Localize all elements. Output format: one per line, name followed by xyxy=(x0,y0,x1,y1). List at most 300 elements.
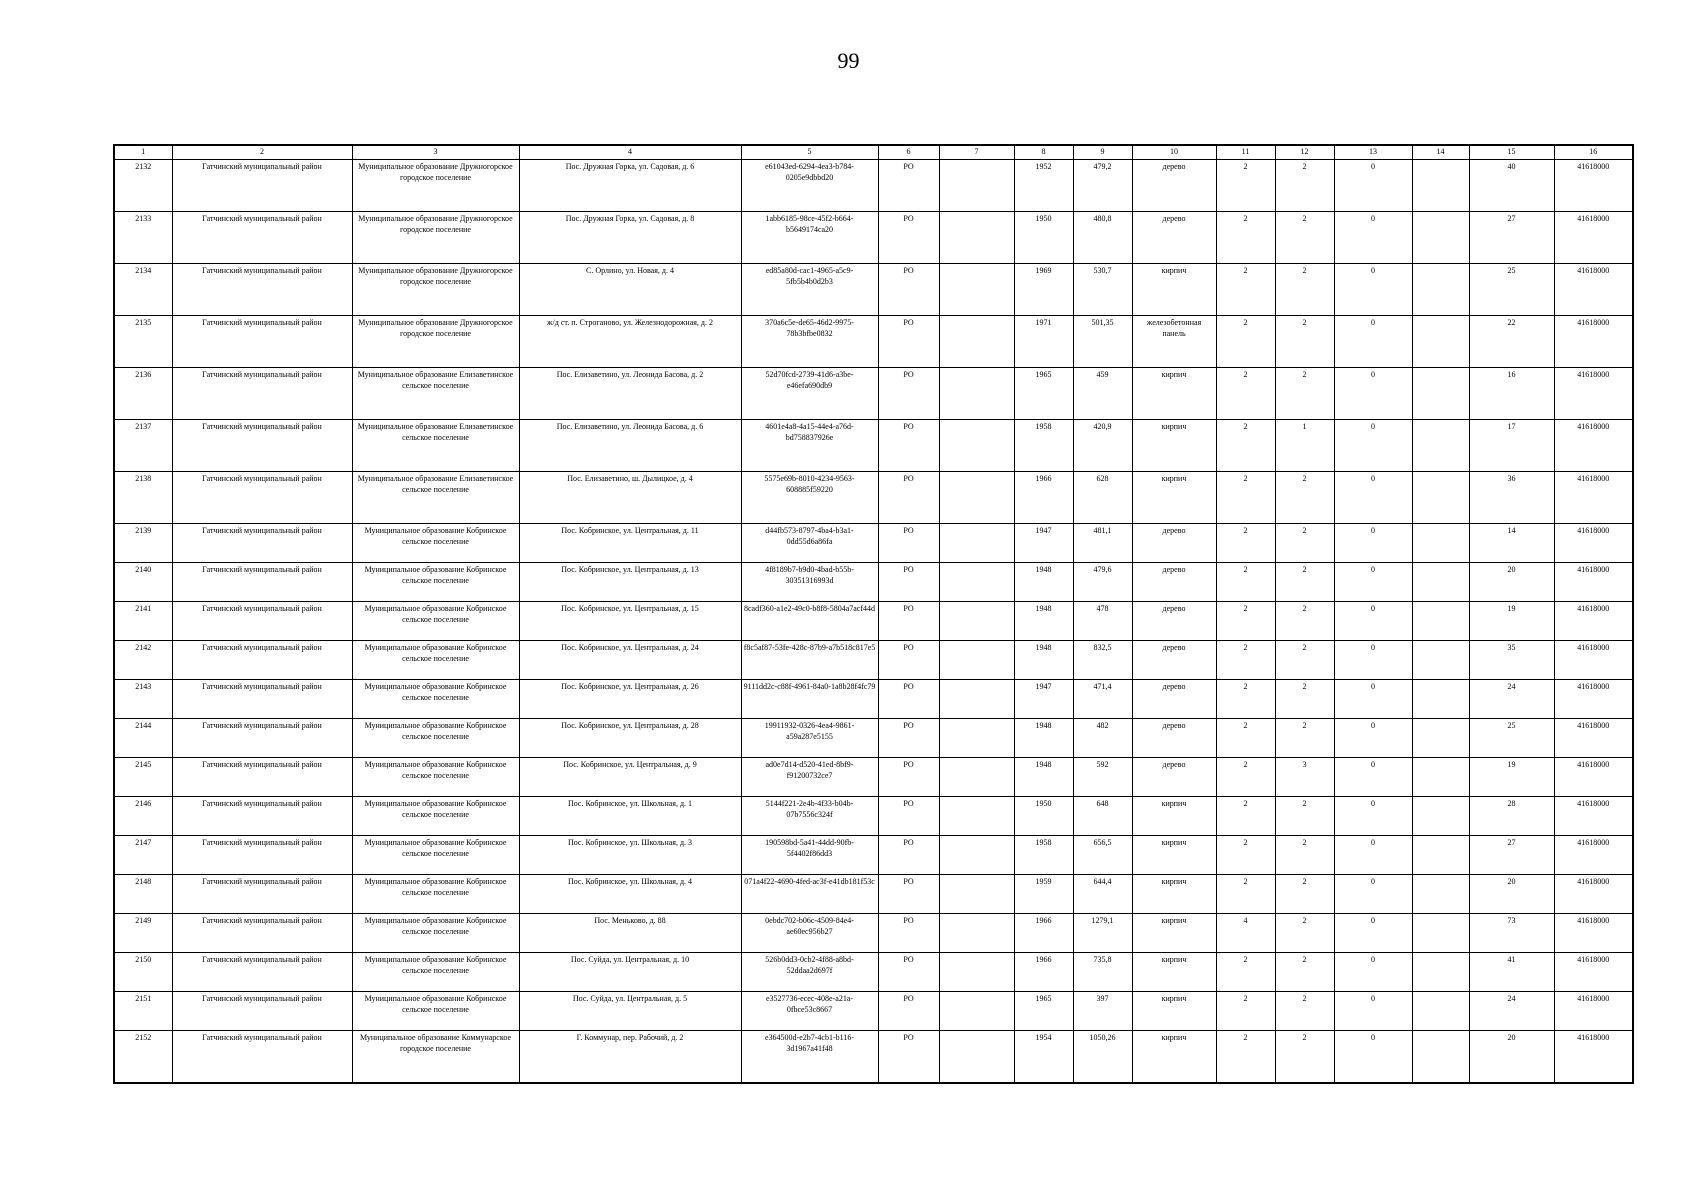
cell-entrances: 2 xyxy=(1275,264,1334,316)
cell-form-code: РО xyxy=(878,264,939,316)
cell-year-built: 1959 xyxy=(1014,875,1073,914)
cell-row-number: 2144 xyxy=(114,719,172,758)
cell-municipality: Муниципальное образование Кобринское сельское поселение xyxy=(352,992,519,1031)
cell-row-number: 2135 xyxy=(114,316,172,368)
cell-col-7 xyxy=(939,316,1014,368)
cell-col-13: 0 xyxy=(1334,953,1412,992)
cell-residents: 24 xyxy=(1469,992,1554,1031)
cell-year-built: 1966 xyxy=(1014,914,1073,953)
cell-col-13: 0 xyxy=(1334,680,1412,719)
cell-col-14 xyxy=(1412,719,1469,758)
cell-fias-guid: 9111dd2c-c88f-4961-84a0-1a8b28f4fc79 xyxy=(741,680,878,719)
cell-col-14 xyxy=(1412,472,1469,524)
cell-col-13: 0 xyxy=(1334,524,1412,563)
cell-residents: 14 xyxy=(1469,524,1554,563)
cell-wall-material: кирпич xyxy=(1132,368,1216,420)
cell-entrances: 2 xyxy=(1275,719,1334,758)
cell-wall-material: кирпич xyxy=(1132,420,1216,472)
cell-district: Гатчинский муниципальный район xyxy=(172,160,352,212)
cell-year-built: 1966 xyxy=(1014,953,1073,992)
cell-floors: 2 xyxy=(1216,953,1275,992)
cell-row-number: 2138 xyxy=(114,472,172,524)
cell-oktmo: 41618000 xyxy=(1554,602,1633,641)
cell-row-number: 2133 xyxy=(114,212,172,264)
column-header-6: 6 xyxy=(878,145,939,160)
cell-form-code: РО xyxy=(878,524,939,563)
cell-col-13: 0 xyxy=(1334,602,1412,641)
cell-fias-guid: 4f8189b7-b9d0-4bad-b55b-30351316993d xyxy=(741,563,878,602)
cell-oktmo: 41618000 xyxy=(1554,680,1633,719)
cell-district: Гатчинский муниципальный район xyxy=(172,264,352,316)
cell-wall-material: кирпич xyxy=(1132,472,1216,524)
cell-district: Гатчинский муниципальный район xyxy=(172,992,352,1031)
cell-entrances: 2 xyxy=(1275,914,1334,953)
cell-municipality: Муниципальное образование Дружногорское городское поселение xyxy=(352,264,519,316)
cell-col-14 xyxy=(1412,212,1469,264)
cell-fias-guid: 5575e69b-8010-4234-9563-608885f59220 xyxy=(741,472,878,524)
cell-area: 628 xyxy=(1073,472,1132,524)
cell-row-number: 2139 xyxy=(114,524,172,563)
cell-year-built: 1965 xyxy=(1014,992,1073,1031)
cell-residents: 27 xyxy=(1469,836,1554,875)
cell-address: Пос. Кобринское, ул. Центральная, д. 11 xyxy=(519,524,741,563)
cell-entrances: 2 xyxy=(1275,524,1334,563)
cell-col-14 xyxy=(1412,524,1469,563)
cell-col-13: 0 xyxy=(1334,472,1412,524)
cell-col-13: 0 xyxy=(1334,836,1412,875)
cell-area: 481,1 xyxy=(1073,524,1132,563)
cell-col-7 xyxy=(939,472,1014,524)
cell-col-7 xyxy=(939,836,1014,875)
cell-wall-material: железобетонная панель xyxy=(1132,316,1216,368)
cell-row-number: 2150 xyxy=(114,953,172,992)
cell-residents: 19 xyxy=(1469,758,1554,797)
cell-entrances: 2 xyxy=(1275,472,1334,524)
cell-col-7 xyxy=(939,264,1014,316)
table-row xyxy=(114,758,1633,797)
cell-year-built: 1947 xyxy=(1014,680,1073,719)
cell-col-7 xyxy=(939,1031,1014,1084)
cell-col-7 xyxy=(939,758,1014,797)
cell-fias-guid: e3527736-ecec-408e-a21a-0fbce53c8667 xyxy=(741,992,878,1031)
cell-fias-guid: 0ebdc702-b06c-4509-84e4-ae60ec956b27 xyxy=(741,914,878,953)
cell-district: Гатчинский муниципальный район xyxy=(172,316,352,368)
cell-area: 501,35 xyxy=(1073,316,1132,368)
cell-district: Гатчинский муниципальный район xyxy=(172,641,352,680)
table-row xyxy=(114,472,1633,524)
column-header-16: 16 xyxy=(1554,145,1633,160)
table-row xyxy=(114,953,1633,992)
cell-wall-material: дерево xyxy=(1132,524,1216,563)
cell-form-code: РО xyxy=(878,160,939,212)
cell-district: Гатчинский муниципальный район xyxy=(172,472,352,524)
cell-floors: 4 xyxy=(1216,914,1275,953)
cell-address: Пос. Кобринское, ул. Школьная, д. 3 xyxy=(519,836,741,875)
cell-wall-material: дерево xyxy=(1132,160,1216,212)
cell-municipality: Муниципальное образование Кобринское сельское поселение xyxy=(352,680,519,719)
cell-wall-material: дерево xyxy=(1132,641,1216,680)
cell-year-built: 1958 xyxy=(1014,836,1073,875)
cell-floors: 2 xyxy=(1216,264,1275,316)
column-header-8: 8 xyxy=(1014,145,1073,160)
cell-year-built: 1950 xyxy=(1014,212,1073,264)
cell-entrances: 2 xyxy=(1275,836,1334,875)
cell-col-7 xyxy=(939,719,1014,758)
cell-area: 471,4 xyxy=(1073,680,1132,719)
cell-year-built: 1948 xyxy=(1014,602,1073,641)
cell-floors: 2 xyxy=(1216,420,1275,472)
table-row xyxy=(114,992,1633,1031)
cell-form-code: РО xyxy=(878,641,939,680)
cell-form-code: РО xyxy=(878,992,939,1031)
cell-fias-guid: 190598bd-5a41-44dd-90fb-5f4402f86dd3 xyxy=(741,836,878,875)
cell-address: Пос. Елизаветино, ул. Леонида Басова, д. 2 xyxy=(519,368,741,420)
cell-form-code: РО xyxy=(878,316,939,368)
cell-address: Пос. Суйда, ул. Центральная, д. 5 xyxy=(519,992,741,1031)
cell-year-built: 1947 xyxy=(1014,524,1073,563)
table-row xyxy=(114,836,1633,875)
cell-col-7 xyxy=(939,953,1014,992)
cell-row-number: 2148 xyxy=(114,875,172,914)
cell-area: 735,8 xyxy=(1073,953,1132,992)
cell-fias-guid: 5144f221-2e4b-4f33-b04b-07b7556c324f xyxy=(741,797,878,836)
cell-municipality: Муниципальное образование Дружногорское городское поселение xyxy=(352,212,519,264)
cell-col-7 xyxy=(939,602,1014,641)
cell-row-number: 2145 xyxy=(114,758,172,797)
cell-municipality: Муниципальное образование Коммунарское городское поселение xyxy=(352,1031,519,1084)
cell-wall-material: дерево xyxy=(1132,719,1216,758)
cell-fias-guid: 19911932-0326-4ea4-9861-a59a287e5155 xyxy=(741,719,878,758)
column-header-2: 2 xyxy=(172,145,352,160)
cell-address: Пос. Кобринское, ул. Центральная, д. 24 xyxy=(519,641,741,680)
cell-col-14 xyxy=(1412,797,1469,836)
cell-municipality: Муниципальное образование Елизаветинское сельское поселение xyxy=(352,420,519,472)
cell-entrances: 2 xyxy=(1275,680,1334,719)
cell-row-number: 2149 xyxy=(114,914,172,953)
cell-floors: 2 xyxy=(1216,875,1275,914)
cell-col-7 xyxy=(939,680,1014,719)
table-row xyxy=(114,316,1633,368)
cell-entrances: 2 xyxy=(1275,641,1334,680)
cell-wall-material: дерево xyxy=(1132,602,1216,641)
cell-entrances: 2 xyxy=(1275,212,1334,264)
cell-wall-material: кирпич xyxy=(1132,953,1216,992)
cell-entrances: 2 xyxy=(1275,1031,1334,1084)
cell-col-14 xyxy=(1412,836,1469,875)
cell-area: 397 xyxy=(1073,992,1132,1031)
cell-col-14 xyxy=(1412,602,1469,641)
cell-form-code: РО xyxy=(878,212,939,264)
column-header-3: 3 xyxy=(352,145,519,160)
cell-district: Гатчинский муниципальный район xyxy=(172,797,352,836)
cell-year-built: 1954 xyxy=(1014,1031,1073,1084)
cell-area: 530,7 xyxy=(1073,264,1132,316)
cell-col-7 xyxy=(939,368,1014,420)
cell-oktmo: 41618000 xyxy=(1554,953,1633,992)
cell-year-built: 1948 xyxy=(1014,641,1073,680)
cell-col-13: 0 xyxy=(1334,719,1412,758)
cell-address: Пос. Суйда, ул. Центральная, д. 10 xyxy=(519,953,741,992)
cell-fias-guid: 4601e4a8-4a15-44e4-a76d-bd758837926e xyxy=(741,420,878,472)
cell-row-number: 2147 xyxy=(114,836,172,875)
cell-year-built: 1950 xyxy=(1014,797,1073,836)
cell-form-code: РО xyxy=(878,420,939,472)
cell-municipality: Муниципальное образование Кобринское сельское поселение xyxy=(352,836,519,875)
cell-floors: 2 xyxy=(1216,836,1275,875)
cell-fias-guid: 8cadf360-a1e2-49c0-b8f8-5804a7acf44d xyxy=(741,602,878,641)
cell-row-number: 2142 xyxy=(114,641,172,680)
cell-fias-guid: f8c5af87-53fe-428c-87b9-a7b518c817e5 xyxy=(741,641,878,680)
cell-municipality: Муниципальное образование Кобринское сельское поселение xyxy=(352,758,519,797)
cell-col-14 xyxy=(1412,641,1469,680)
cell-district: Гатчинский муниципальный район xyxy=(172,524,352,563)
cell-floors: 2 xyxy=(1216,472,1275,524)
cell-district: Гатчинский муниципальный район xyxy=(172,563,352,602)
cell-floors: 2 xyxy=(1216,368,1275,420)
table-row xyxy=(114,602,1633,641)
cell-col-14 xyxy=(1412,758,1469,797)
column-header-9: 9 xyxy=(1073,145,1132,160)
cell-form-code: РО xyxy=(878,875,939,914)
cell-area: 592 xyxy=(1073,758,1132,797)
table-row xyxy=(114,420,1633,472)
cell-area: 1050,26 xyxy=(1073,1031,1132,1084)
cell-residents: 25 xyxy=(1469,264,1554,316)
cell-col-13: 0 xyxy=(1334,758,1412,797)
cell-oktmo: 41618000 xyxy=(1554,875,1633,914)
cell-col-13: 0 xyxy=(1334,992,1412,1031)
cell-oktmo: 41618000 xyxy=(1554,264,1633,316)
cell-area: 648 xyxy=(1073,797,1132,836)
cell-fias-guid: 52d70fcd-2739-41d6-a3be-e46efa690db9 xyxy=(741,368,878,420)
cell-form-code: РО xyxy=(878,953,939,992)
cell-municipality: Муниципальное образование Кобринское сельское поселение xyxy=(352,875,519,914)
cell-oktmo: 41618000 xyxy=(1554,316,1633,368)
cell-district: Гатчинский муниципальный район xyxy=(172,875,352,914)
table-header xyxy=(114,145,1633,160)
cell-col-7 xyxy=(939,992,1014,1031)
cell-col-13: 0 xyxy=(1334,875,1412,914)
table-row xyxy=(114,264,1633,316)
cell-floors: 2 xyxy=(1216,602,1275,641)
cell-floors: 2 xyxy=(1216,212,1275,264)
cell-address: Пос. Кобринское, ул. Школьная, д. 1 xyxy=(519,797,741,836)
cell-address: Пос. Кобринское, ул. Центральная, д. 9 xyxy=(519,758,741,797)
cell-entrances: 1 xyxy=(1275,420,1334,472)
cell-address: Пос. Кобринское, ул. Центральная, д. 15 xyxy=(519,602,741,641)
cell-form-code: РО xyxy=(878,719,939,758)
table-row xyxy=(114,680,1633,719)
cell-oktmo: 41618000 xyxy=(1554,368,1633,420)
cell-address: Пос. Кобринское, ул. Центральная, д. 28 xyxy=(519,719,741,758)
cell-row-number: 2146 xyxy=(114,797,172,836)
cell-form-code: РО xyxy=(878,563,939,602)
cell-municipality: Муниципальное образование Дружногорское городское поселение xyxy=(352,160,519,212)
cell-col-13: 0 xyxy=(1334,212,1412,264)
column-header-5: 5 xyxy=(741,145,878,160)
cell-col-14 xyxy=(1412,875,1469,914)
cell-area: 832,5 xyxy=(1073,641,1132,680)
table-row xyxy=(114,641,1633,680)
cell-row-number: 2136 xyxy=(114,368,172,420)
cell-municipality: Муниципальное образование Елизаветинское сельское поселение xyxy=(352,472,519,524)
cell-municipality: Муниципальное образование Кобринское сельское поселение xyxy=(352,563,519,602)
cell-oktmo: 41618000 xyxy=(1554,212,1633,264)
cell-col-7 xyxy=(939,212,1014,264)
cell-col-7 xyxy=(939,797,1014,836)
cell-col-7 xyxy=(939,914,1014,953)
cell-col-7 xyxy=(939,524,1014,563)
table-row xyxy=(114,563,1633,602)
cell-row-number: 2143 xyxy=(114,680,172,719)
table-row xyxy=(114,797,1633,836)
cell-floors: 2 xyxy=(1216,641,1275,680)
cell-oktmo: 41618000 xyxy=(1554,420,1633,472)
cell-year-built: 1966 xyxy=(1014,472,1073,524)
table-row xyxy=(114,160,1633,212)
cell-form-code: РО xyxy=(878,797,939,836)
cell-fias-guid: e61043ed-6294-4ea3-b784-0205e9dbbd20 xyxy=(741,160,878,212)
cell-fias-guid: 071a4f22-4690-4fed-ac3f-e41db181f53c xyxy=(741,875,878,914)
cell-col-14 xyxy=(1412,1031,1469,1084)
cell-residents: 73 xyxy=(1469,914,1554,953)
cell-area: 656,5 xyxy=(1073,836,1132,875)
cell-address: Пос. Кобринское, ул. Центральная, д. 13 xyxy=(519,563,741,602)
cell-district: Гатчинский муниципальный район xyxy=(172,368,352,420)
cell-municipality: Муниципальное образование Кобринское сельское поселение xyxy=(352,719,519,758)
cell-residents: 25 xyxy=(1469,719,1554,758)
cell-municipality: Муниципальное образование Кобринское сельское поселение xyxy=(352,914,519,953)
cell-row-number: 2132 xyxy=(114,160,172,212)
cell-residents: 36 xyxy=(1469,472,1554,524)
cell-col-13: 0 xyxy=(1334,914,1412,953)
cell-entrances: 3 xyxy=(1275,758,1334,797)
cell-residents: 24 xyxy=(1469,680,1554,719)
cell-wall-material: дерево xyxy=(1132,758,1216,797)
column-header-4: 4 xyxy=(519,145,741,160)
cell-oktmo: 41618000 xyxy=(1554,563,1633,602)
cell-form-code: РО xyxy=(878,836,939,875)
column-header-13: 13 xyxy=(1334,145,1412,160)
cell-area: 482 xyxy=(1073,719,1132,758)
cell-municipality: Муниципальное образование Кобринское сельское поселение xyxy=(352,524,519,563)
cell-col-14 xyxy=(1412,953,1469,992)
cell-floors: 2 xyxy=(1216,992,1275,1031)
cell-oktmo: 41618000 xyxy=(1554,641,1633,680)
cell-address: С. Орлино, ул. Новая, д. 4 xyxy=(519,264,741,316)
cell-col-13: 0 xyxy=(1334,1031,1412,1084)
cell-area: 480,8 xyxy=(1073,212,1132,264)
cell-entrances: 2 xyxy=(1275,953,1334,992)
cell-residents: 35 xyxy=(1469,641,1554,680)
cell-fias-guid: e364500d-e2b7-4cb1-b116-3d1967a41f48 xyxy=(741,1031,878,1084)
cell-year-built: 1958 xyxy=(1014,420,1073,472)
cell-col-14 xyxy=(1412,264,1469,316)
cell-form-code: РО xyxy=(878,680,939,719)
cell-year-built: 1965 xyxy=(1014,368,1073,420)
cell-floors: 2 xyxy=(1216,563,1275,602)
cell-wall-material: дерево xyxy=(1132,563,1216,602)
cell-row-number: 2137 xyxy=(114,420,172,472)
cell-address: Пос. Дружная Горка, ул. Садовая, д. 8 xyxy=(519,212,741,264)
cell-floors: 2 xyxy=(1216,758,1275,797)
cell-residents: 41 xyxy=(1469,953,1554,992)
column-header-7: 7 xyxy=(939,145,1014,160)
cell-fias-guid: ed85a80d-cac1-4965-a5c9-5fb5b4b0d2b3 xyxy=(741,264,878,316)
cell-oktmo: 41618000 xyxy=(1554,719,1633,758)
cell-address: Пос. Елизаветино, ул. Леонида Басова, д. 6 xyxy=(519,420,741,472)
cell-district: Гатчинский муниципальный район xyxy=(172,914,352,953)
cell-entrances: 2 xyxy=(1275,368,1334,420)
cell-address: ж/д ст. п. Строганово, ул. Железнодорожная, д. 2 xyxy=(519,316,741,368)
cell-col-7 xyxy=(939,420,1014,472)
cell-form-code: РО xyxy=(878,602,939,641)
cell-fias-guid: 370a6c5e-de65-46d2-9975-78b3bfbe0832 xyxy=(741,316,878,368)
cell-floors: 2 xyxy=(1216,1031,1275,1084)
cell-col-13: 0 xyxy=(1334,264,1412,316)
cell-floors: 2 xyxy=(1216,797,1275,836)
cell-area: 644,4 xyxy=(1073,875,1132,914)
cell-residents: 19 xyxy=(1469,602,1554,641)
cell-floors: 2 xyxy=(1216,316,1275,368)
cell-wall-material: дерево xyxy=(1132,680,1216,719)
cell-row-number: 2134 xyxy=(114,264,172,316)
cell-row-number: 2141 xyxy=(114,602,172,641)
cell-oktmo: 41618000 xyxy=(1554,472,1633,524)
cell-district: Гатчинский муниципальный район xyxy=(172,1031,352,1084)
column-header-1: 1 xyxy=(114,145,172,160)
cell-residents: 16 xyxy=(1469,368,1554,420)
cell-residents: 20 xyxy=(1469,875,1554,914)
cell-wall-material: кирпич xyxy=(1132,992,1216,1031)
cell-floors: 2 xyxy=(1216,719,1275,758)
cell-entrances: 2 xyxy=(1275,316,1334,368)
cell-address: Пос. Кобринское, ул. Школьная, д. 4 xyxy=(519,875,741,914)
cell-district: Гатчинский муниципальный район xyxy=(172,680,352,719)
cell-col-13: 0 xyxy=(1334,641,1412,680)
cell-year-built: 1948 xyxy=(1014,719,1073,758)
cell-address: Пос. Елизаветино, ш. Дылицкое, д. 4 xyxy=(519,472,741,524)
cell-area: 459 xyxy=(1073,368,1132,420)
cell-year-built: 1948 xyxy=(1014,758,1073,797)
cell-oktmo: 41618000 xyxy=(1554,797,1633,836)
cell-oktmo: 41618000 xyxy=(1554,160,1633,212)
cell-col-13: 0 xyxy=(1334,420,1412,472)
cell-col-14 xyxy=(1412,563,1469,602)
cell-wall-material: кирпич xyxy=(1132,836,1216,875)
cell-municipality: Муниципальное образование Кобринское сельское поселение xyxy=(352,797,519,836)
cell-entrances: 2 xyxy=(1275,602,1334,641)
cell-oktmo: 41618000 xyxy=(1554,836,1633,875)
cell-wall-material: кирпич xyxy=(1132,914,1216,953)
cell-area: 1279,1 xyxy=(1073,914,1132,953)
cell-entrances: 2 xyxy=(1275,875,1334,914)
cell-municipality: Муниципальное образование Кобринское сельское поселение xyxy=(352,953,519,992)
cell-fias-guid: d44fb573-8797-4ba4-b3a1-0dd55d6a86fa xyxy=(741,524,878,563)
cell-fias-guid: 526b0dd3-0cb2-4f88-a8bd-52ddaa2d697f xyxy=(741,953,878,992)
cell-form-code: РО xyxy=(878,1031,939,1084)
cell-floors: 2 xyxy=(1216,680,1275,719)
table-row xyxy=(114,1031,1633,1084)
cell-area: 479,6 xyxy=(1073,563,1132,602)
cell-col-7 xyxy=(939,563,1014,602)
cell-floors: 2 xyxy=(1216,160,1275,212)
cell-col-14 xyxy=(1412,316,1469,368)
cell-address: Пос. Кобринское, ул. Центральная, д. 26 xyxy=(519,680,741,719)
cell-district: Гатчинский муниципальный район xyxy=(172,719,352,758)
cell-col-13: 0 xyxy=(1334,316,1412,368)
cell-residents: 28 xyxy=(1469,797,1554,836)
